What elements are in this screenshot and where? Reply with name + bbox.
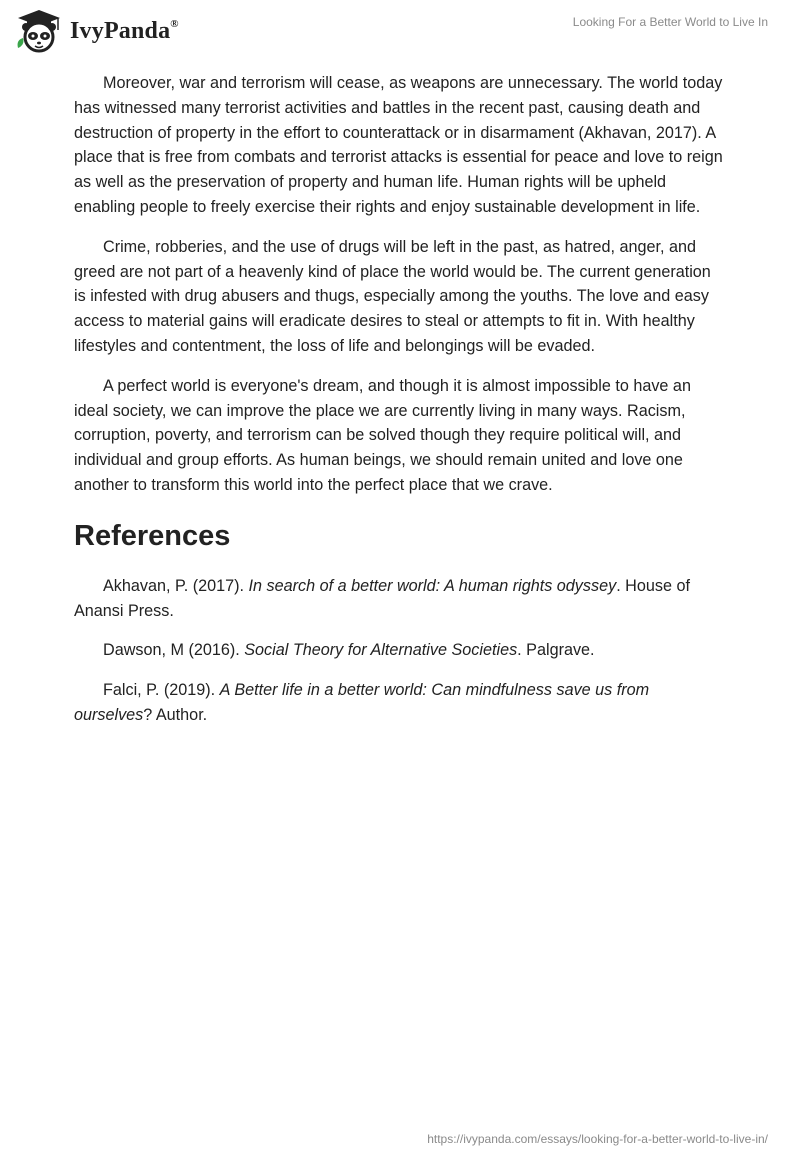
brand-name: IvyPanda® bbox=[70, 17, 179, 44]
reference-title: A Better life in a better world: Can mindfulness save us from ourselves bbox=[74, 681, 650, 724]
registered-mark: ® bbox=[170, 17, 179, 30]
body-paragraph: Crime, robberies, and the use of drugs will be left in the past, as hatred, anger, and greed are not part of a heavenly kind of place the world would be. The current generation is infested with drug abusers and thugs, especially among the youths. The love and easy access to material gains will eradicate desires to steal or attempts to fit in. With healthy lifestyles and contentment, the loss of life and belongings will be evaded. bbox=[74, 237, 711, 355]
body-paragraph: A perfect world is everyone's dream, and though it is almost impossible to have an ideal society, we can improve the place we are currently living in many ways. Racism, corruption, poverty, and terrorism can be solved though they require political will, and individual and group efforts. As human beings, we should remain united and love one another to transform this world into the perfect place that we crave. bbox=[74, 376, 691, 494]
panda-graduate-icon bbox=[14, 8, 64, 54]
reference-item: Akhavan, P. (2017). In search of a better world: A human rights odyssey. House of Anansi Press. bbox=[74, 576, 690, 620]
source-url[interactable]: https://ivypanda.com/essays/looking-for-a-better-world-to-live-in/ bbox=[427, 1132, 768, 1146]
reference-title: Social Theory for Alternative Societies bbox=[244, 641, 518, 660]
reference-title: In search of a better world: A human rights odyssey bbox=[248, 576, 617, 595]
essay-content bbox=[74, 71, 726, 743]
ivypanda-logo[interactable] bbox=[14, 8, 179, 54]
references-heading: References bbox=[74, 519, 231, 552]
reference-item: Falci, P. (2019). A Better life in a better world: Can mindfulness save us from ourselves? Author. bbox=[74, 681, 650, 724]
reference-item: Dawson, M (2016). Social Theory for Alternative Societies. Palgrave. bbox=[103, 641, 595, 660]
body-paragraph: Moreover, war and terrorism will cease, as weapons are unnecessary. The world today has witnessed many terrorist activities and battles in the recent past, causing death and destruction of property in the effort to counterattack or in disarmament (Akhavan, 2017). A place that is free from combats and terrorist attacks is essential for peace and love to reign as well as the preservation of property and human life. Human rights will be upheld enabling people to freely exercise their rights and enjoy sustainable development in life. bbox=[74, 74, 723, 216]
document-title: Looking For a Better World to Live In bbox=[572, 15, 768, 29]
page-header bbox=[0, 0, 800, 60]
